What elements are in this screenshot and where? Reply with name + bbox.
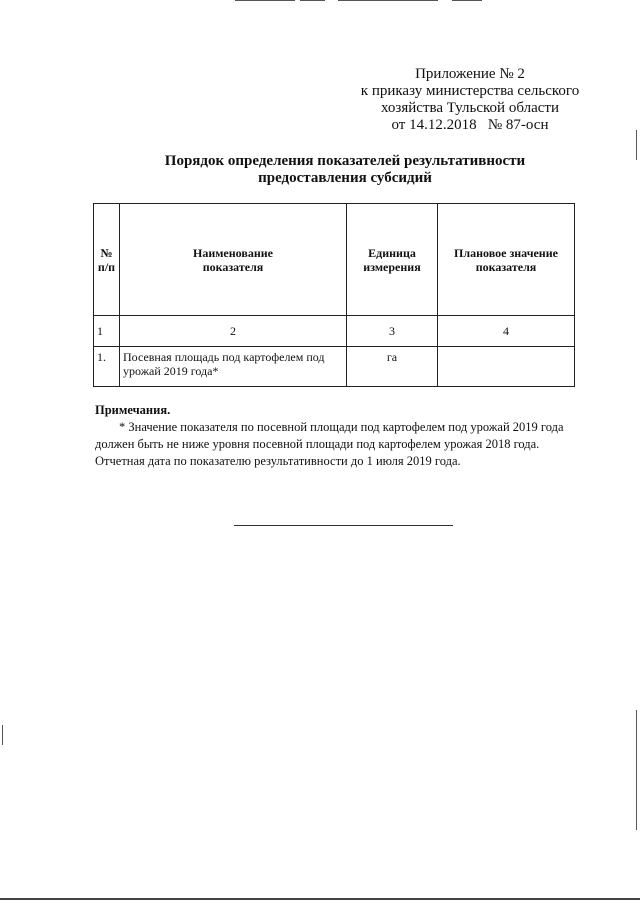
table-header-row [94, 204, 575, 316]
table-row [94, 347, 575, 387]
column-number-cell: 2 [120, 316, 347, 347]
scan-artifact-top [452, 0, 482, 1]
notes-line: * Значение показателя по посевной площади под картофелем под урожай 2019 года [119, 420, 564, 434]
header-unit: Единица измерения [347, 204, 438, 316]
scan-artifact-right-edge [636, 710, 637, 830]
appendix-header [340, 66, 600, 134]
appendix-ministry: хозяйства Тульской области [381, 100, 559, 116]
scan-artifact-right-edge [636, 130, 637, 160]
scan-artifact-bottom [0, 898, 640, 900]
document-title [95, 153, 595, 187]
column-number-cell: 1 [94, 316, 120, 347]
row-number: 1. [94, 347, 120, 387]
scan-artifact-top [338, 0, 438, 1]
end-of-document-rule [234, 525, 453, 526]
document-title-line1: Порядок определения показателей результативности [164, 153, 526, 169]
document-title-line2: предоставления субсидий [258, 170, 432, 186]
scan-artifact-top [235, 0, 295, 1]
column-number-row [94, 316, 575, 347]
scan-artifact-left-edge [2, 725, 3, 745]
appendix-order-ref: к приказу министерства сельского [360, 83, 580, 99]
appendix-date-number: от 14.12.2018 № 87-осн [391, 117, 549, 133]
header-no: № п/п [94, 204, 120, 316]
row-planned-value [438, 347, 575, 387]
notes-line: Отчетная дата по показателю результативности до 1 июля 2019 года. [95, 454, 461, 468]
row-unit: га [347, 347, 438, 387]
notes-section [95, 402, 595, 470]
notes-heading: Примечания. [95, 403, 171, 417]
header-indicator-name: Наименование показателя [120, 204, 347, 316]
row-indicator-name: Посевная площадь под картофелем под урожай 2019 года* [120, 347, 347, 387]
scan-artifact-top [300, 0, 325, 1]
notes-line: должен быть не ниже уровня посевной площади под картофелем урожая 2018 года. [95, 437, 540, 451]
column-number-cell: 4 [438, 316, 575, 347]
column-number-cell: 3 [347, 316, 438, 347]
indicators-table [93, 203, 575, 387]
header-planned-value: Плановое значение показателя [438, 204, 575, 316]
appendix-number: Приложение № 2 [415, 66, 525, 82]
